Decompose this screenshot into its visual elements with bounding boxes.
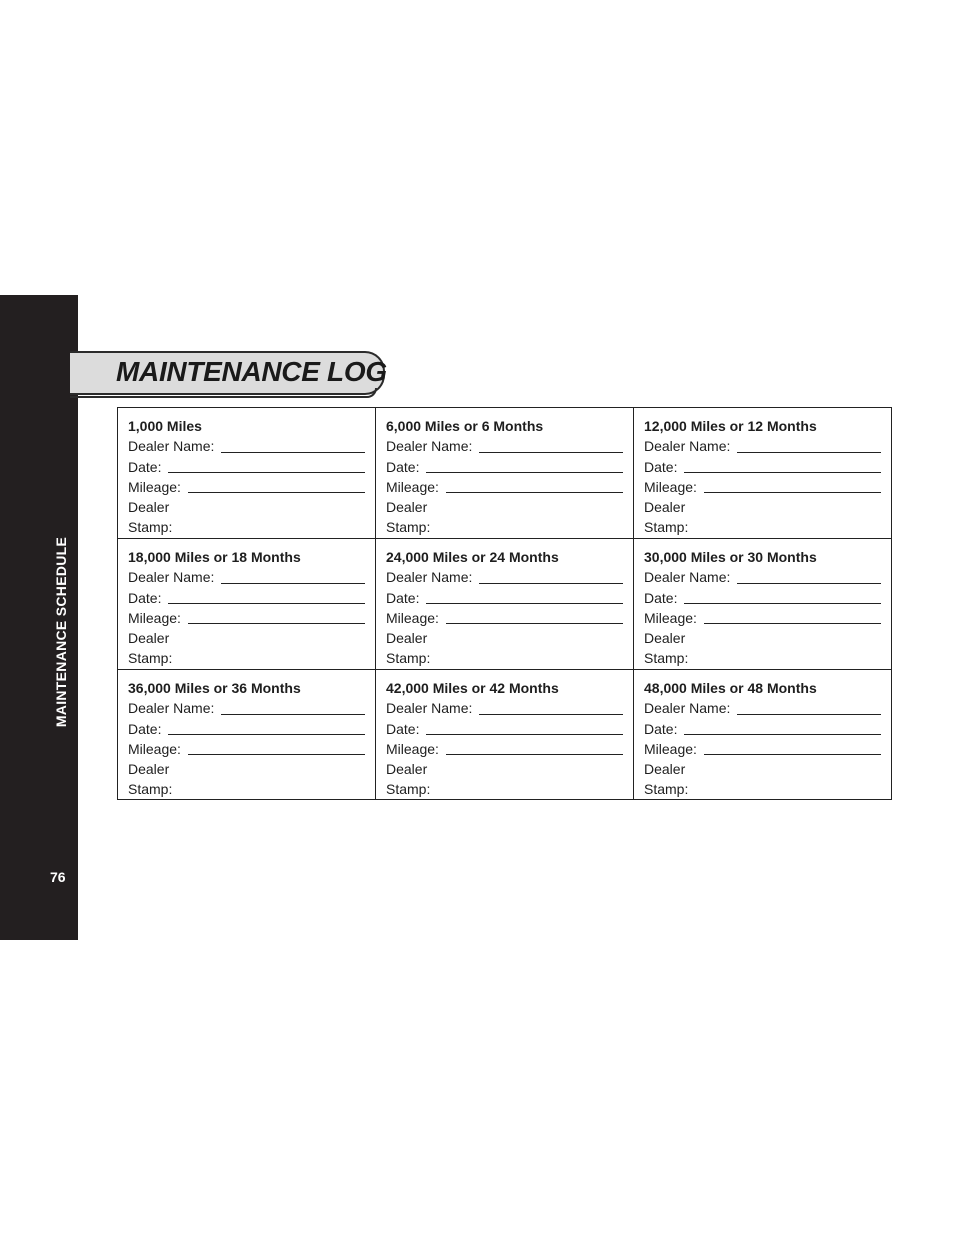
field-label: Dealer xyxy=(386,761,428,778)
write-line[interactable] xyxy=(704,623,881,624)
mileage-field[interactable] xyxy=(128,739,365,759)
write-line[interactable] xyxy=(446,623,623,624)
log-entry xyxy=(118,408,376,539)
mileage-field[interactable] xyxy=(644,477,881,497)
date-field[interactable] xyxy=(386,457,623,477)
field-label: Date: xyxy=(386,720,420,737)
mileage-field[interactable] xyxy=(128,477,365,497)
write-line[interactable] xyxy=(737,714,881,715)
stamp-area[interactable]: Stamp: xyxy=(386,519,431,536)
field-label: Date: xyxy=(644,720,678,737)
field-label: Mileage: xyxy=(386,609,439,626)
date-field[interactable] xyxy=(128,457,365,477)
write-line[interactable] xyxy=(446,492,623,493)
dealer-name-field[interactable] xyxy=(644,436,881,456)
log-entry xyxy=(634,670,891,800)
dealer-name-field[interactable] xyxy=(386,567,623,587)
write-line[interactable] xyxy=(479,452,623,453)
date-field[interactable] xyxy=(644,588,881,608)
write-line[interactable] xyxy=(168,734,365,735)
field-label: Dealer Name: xyxy=(386,438,473,455)
field-label: Dealer Name: xyxy=(644,569,731,586)
log-entry-title: 18,000 Miles or 18 Months xyxy=(128,549,301,565)
dealer-name-field[interactable] xyxy=(386,436,623,456)
field-label: Dealer Name: xyxy=(386,569,473,586)
mileage-field[interactable] xyxy=(128,608,365,628)
write-line[interactable] xyxy=(426,472,623,473)
log-entry xyxy=(118,539,376,670)
write-line[interactable] xyxy=(684,734,881,735)
mileage-field[interactable] xyxy=(386,739,623,759)
write-line[interactable] xyxy=(737,452,881,453)
log-entry xyxy=(118,670,376,800)
write-line[interactable] xyxy=(221,452,365,453)
log-entry xyxy=(376,408,634,539)
date-field[interactable] xyxy=(128,588,365,608)
stamp-area[interactable]: Stamp: xyxy=(644,519,689,536)
field-label: Mileage: xyxy=(386,740,439,757)
field-label: Dealer Name: xyxy=(128,438,215,455)
field-label: Date: xyxy=(128,589,162,606)
dealer-name-field[interactable] xyxy=(386,698,623,718)
field-label: Date: xyxy=(386,589,420,606)
write-line[interactable] xyxy=(188,492,365,493)
field-label: Mileage: xyxy=(128,609,181,626)
field-label: Mileage: xyxy=(128,478,181,495)
dealer-name-field[interactable] xyxy=(128,436,365,456)
write-line[interactable] xyxy=(426,603,623,604)
log-entry xyxy=(634,539,891,670)
log-entry-title: 42,000 Miles or 42 Months xyxy=(386,680,559,696)
field-label: Dealer Name: xyxy=(386,700,473,717)
field-label: Dealer xyxy=(386,630,428,647)
field-label: Dealer xyxy=(644,499,686,516)
field-label: Dealer xyxy=(128,499,170,516)
write-line[interactable] xyxy=(479,583,623,584)
field-label: Mileage: xyxy=(644,609,697,626)
write-line[interactable] xyxy=(221,714,365,715)
log-entry-title: 6,000 Miles or 6 Months xyxy=(386,418,544,434)
write-line[interactable] xyxy=(168,603,365,604)
stamp-area[interactable]: Stamp: xyxy=(128,781,173,798)
section-label: MAINTENANCE SCHEDULE xyxy=(53,536,69,728)
field-label: Dealer xyxy=(128,761,170,778)
page-number: 76 xyxy=(50,869,66,885)
field-label: Dealer Name: xyxy=(128,569,215,586)
field-label: Date: xyxy=(386,458,420,475)
field-label: Dealer Name: xyxy=(128,700,215,717)
dealer-name-field[interactable] xyxy=(644,567,881,587)
stamp-area[interactable]: Stamp: xyxy=(644,650,689,667)
write-line[interactable] xyxy=(446,754,623,755)
log-entry xyxy=(634,408,891,539)
date-field[interactable] xyxy=(128,719,365,739)
stamp-area[interactable]: Stamp: xyxy=(644,781,689,798)
write-line[interactable] xyxy=(684,603,881,604)
log-entry-title: 48,000 Miles or 48 Months xyxy=(644,680,817,696)
write-line[interactable] xyxy=(737,583,881,584)
write-line[interactable] xyxy=(704,754,881,755)
stamp-area[interactable]: Stamp: xyxy=(386,781,431,798)
mileage-field[interactable] xyxy=(386,608,623,628)
page-title: MAINTENANCE LOG xyxy=(116,356,387,387)
dealer-name-field[interactable] xyxy=(128,567,365,587)
log-entry-title: 24,000 Miles or 24 Months xyxy=(386,549,559,565)
log-entry-title: 1,000 Miles xyxy=(128,418,202,434)
field-label: Dealer xyxy=(386,499,428,516)
field-label: Dealer Name: xyxy=(644,438,731,455)
log-entry xyxy=(376,539,634,670)
write-line[interactable] xyxy=(704,492,881,493)
write-line[interactable] xyxy=(188,754,365,755)
stamp-area[interactable]: Stamp: xyxy=(386,650,431,667)
field-label: Mileage: xyxy=(386,478,439,495)
stamp-area[interactable]: Stamp: xyxy=(128,650,173,667)
field-label: Date: xyxy=(644,589,678,606)
field-label: Dealer xyxy=(644,630,686,647)
log-entry-title: 12,000 Miles or 12 Months xyxy=(644,418,817,434)
log-entry-title: 36,000 Miles or 36 Months xyxy=(128,680,301,696)
field-label: Dealer xyxy=(644,761,686,778)
field-label: Mileage: xyxy=(644,740,697,757)
dealer-name-field[interactable] xyxy=(128,698,365,718)
write-line[interactable] xyxy=(168,472,365,473)
write-line[interactable] xyxy=(426,734,623,735)
maintenance-log-table xyxy=(117,407,892,800)
mileage-field[interactable] xyxy=(644,739,881,759)
log-entry xyxy=(376,670,634,800)
date-field[interactable] xyxy=(386,719,623,739)
field-label: Date: xyxy=(128,458,162,475)
field-label: Dealer Name: xyxy=(644,700,731,717)
field-label: Mileage: xyxy=(644,478,697,495)
write-line[interactable] xyxy=(684,472,881,473)
field-label: Dealer xyxy=(128,630,170,647)
dealer-name-field[interactable] xyxy=(644,698,881,718)
date-field[interactable] xyxy=(644,719,881,739)
field-label: Date: xyxy=(128,720,162,737)
write-line[interactable] xyxy=(221,583,365,584)
field-label: Date: xyxy=(644,458,678,475)
date-field[interactable] xyxy=(386,588,623,608)
mileage-field[interactable] xyxy=(386,477,623,497)
write-line[interactable] xyxy=(188,623,365,624)
date-field[interactable] xyxy=(644,457,881,477)
log-entry-title: 30,000 Miles or 30 Months xyxy=(644,549,817,565)
mileage-field[interactable] xyxy=(644,608,881,628)
field-label: Mileage: xyxy=(128,740,181,757)
write-line[interactable] xyxy=(479,714,623,715)
stamp-area[interactable]: Stamp: xyxy=(128,519,173,536)
